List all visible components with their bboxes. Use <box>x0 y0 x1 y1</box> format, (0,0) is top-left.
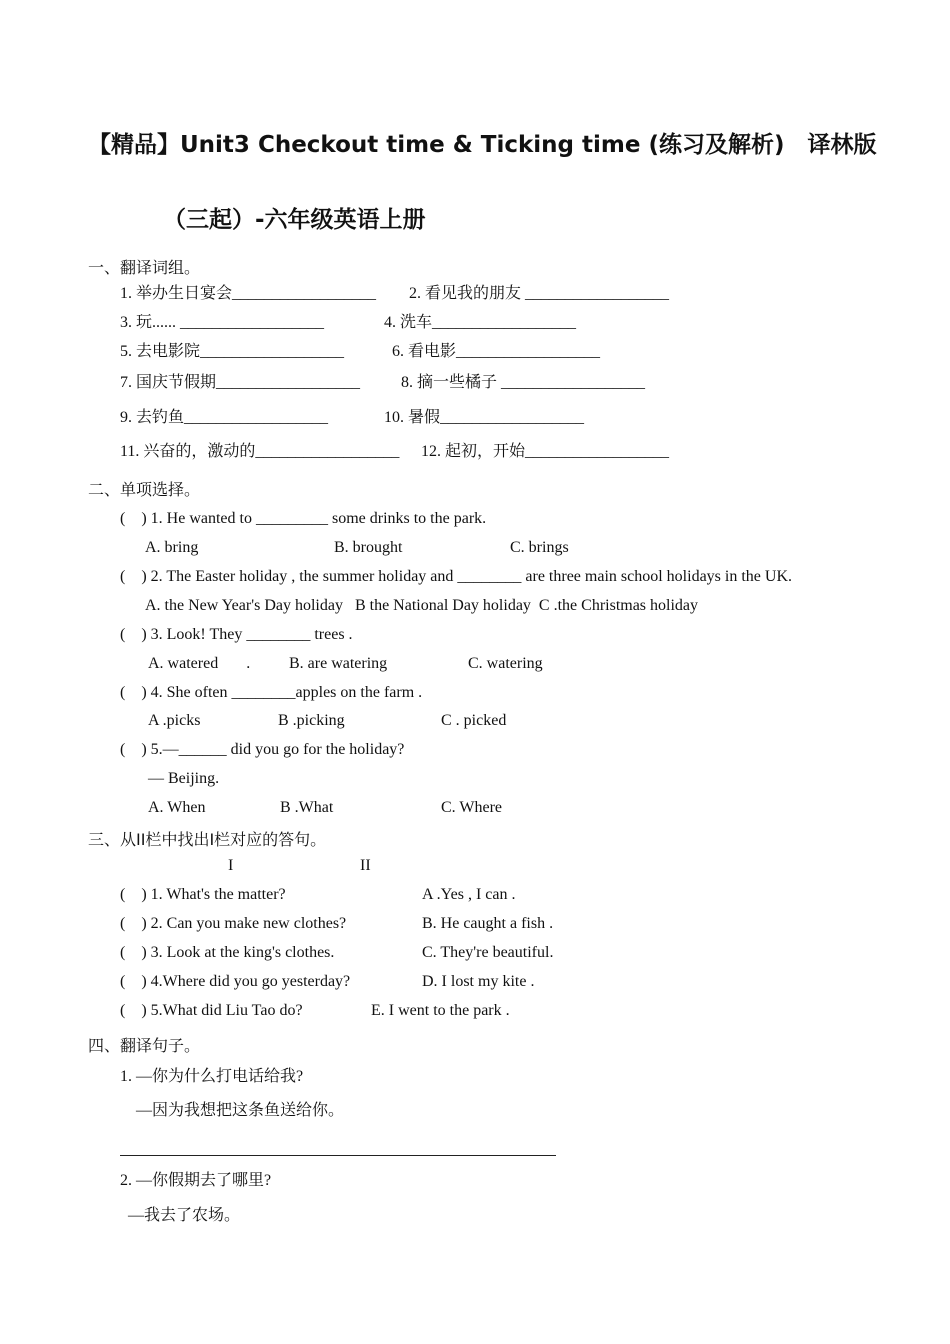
column-label-ii: II <box>360 857 371 874</box>
question-stem: ( ) 2. The Easter holiday , the summer holiday and ________ are three main school holidays in the UK. <box>120 568 792 585</box>
translate-answer: —我去了农场。 <box>128 1207 241 1224</box>
section-heading-3: 三、从II栏中找出I栏对应的答句。 <box>88 830 327 849</box>
match-right: B. He caught a fish . <box>422 915 554 932</box>
match-left: ( ) 5.What did Liu Tao do? <box>120 1002 303 1019</box>
option: A. When <box>148 799 206 816</box>
phrase-item: 9. 去钓鱼__________________ <box>120 409 329 426</box>
phrase-item: 10. 暑假__________________ <box>384 409 585 426</box>
answer-blank-line <box>120 1155 556 1156</box>
section-heading-4: 四、翻译句子。 <box>88 1036 201 1055</box>
translate-question: 1. —你为什么打电话给我? <box>120 1068 304 1085</box>
match-right: E. I went to the park . <box>371 1002 510 1019</box>
translate-question: 2. —你假期去了哪里? <box>120 1172 272 1189</box>
option: A. the New Year's Day holiday B the National Day holiday C .the Christmas holiday <box>145 597 699 614</box>
option: B. brought <box>334 539 403 556</box>
option: C. watering <box>468 655 543 672</box>
phrase-item: 6. 看电影__________________ <box>392 343 601 360</box>
match-left: ( ) 3. Look at the king's clothes. <box>120 944 335 961</box>
match-right: D. I lost my kite . <box>422 973 535 990</box>
match-left: ( ) 4.Where did you go yesterday? <box>120 973 351 990</box>
match-left: ( ) 2. Can you make new clothes? <box>120 915 347 932</box>
phrase-item: 5. 去电影院__________________ <box>120 343 345 360</box>
section-heading-2: 二、单项选择。 <box>88 480 201 499</box>
question-stem: ( ) 3. Look! They ________ trees . <box>120 626 353 643</box>
page-title: 【精品】Unit3 Checkout time & Ticking time (练习及解析) 译林版 <box>88 132 877 158</box>
match-left: ( ) 1. What's the matter? <box>120 886 286 903</box>
option: C. brings <box>510 539 569 556</box>
column-label-i: I <box>228 857 234 874</box>
phrase-item: 2. 看见我的朋友 __________________ <box>409 285 670 302</box>
section-heading-1: 一、翻译词组。 <box>88 258 201 277</box>
phrase-item: 4. 洗车__________________ <box>384 314 577 331</box>
option: B .What <box>280 799 334 816</box>
page-title-line2: （三起）-六年级英语上册 <box>163 207 426 233</box>
option: B .picking <box>278 712 345 729</box>
phrase-item: 7. 国庆节假期__________________ <box>120 374 361 391</box>
question-stem: ( ) 4. She often ________apples on the farm . <box>120 684 423 701</box>
phrase-item: 12. 起初，开始__________________ <box>421 443 670 460</box>
option: A .picks <box>148 712 201 729</box>
option: C . picked <box>441 712 507 729</box>
option: A. watered . <box>148 655 251 672</box>
phrase-item: 1. 举办生日宴会__________________ <box>120 285 377 302</box>
phrase-item: 8. 摘一些橘子 __________________ <box>401 374 646 391</box>
phrase-item: 3. 玩...... __________________ <box>120 314 325 331</box>
option: B. are watering <box>289 655 388 672</box>
question-stem: ( ) 5.—______ did you go for the holiday? <box>120 741 405 758</box>
translate-answer: —因为我想把这条鱼送给你。 <box>136 1102 345 1119</box>
option: C. Where <box>441 799 503 816</box>
match-right: A .Yes , I can . <box>422 886 516 903</box>
match-right: C. They're beautiful. <box>422 944 554 961</box>
question-stem: ( ) 1. He wanted to _________ some drinks to the park. <box>120 510 487 527</box>
phrase-item: 11. 兴奋的，激动的__________________ <box>120 443 400 460</box>
answer-line: — Beijing. <box>148 770 220 787</box>
option: A. bring <box>145 539 199 556</box>
